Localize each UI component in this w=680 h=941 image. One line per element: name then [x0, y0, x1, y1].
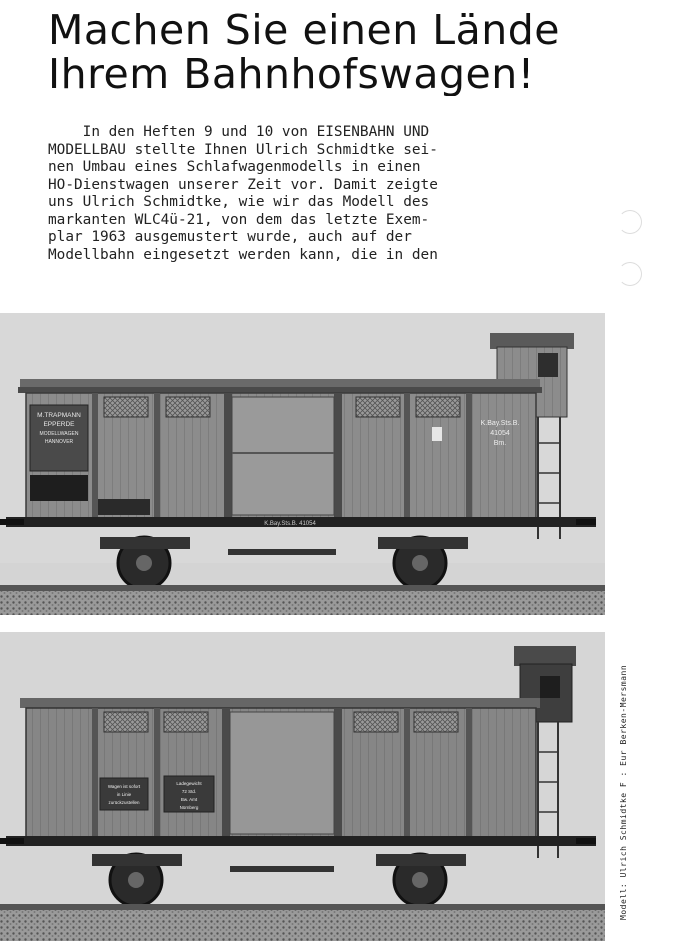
bleed-through-mark: [618, 262, 642, 286]
placard-text: K.Bay.Sts.B.: [480, 420, 520, 427]
headline-line-1: Machen Sie einen Lände: [48, 8, 560, 54]
underframe-label: K.Bay.Sts.B. 41054: [264, 521, 316, 527]
bleed-through-mark: [618, 210, 642, 234]
placard-text: Bm.: [493, 440, 507, 447]
placard-text: EPPERDE: [43, 421, 75, 428]
body-line: plar 1963 ausgemustert wurde, auch auf der: [48, 229, 412, 245]
headline-line-2: Ihrem Bahnhofswagen!: [48, 50, 535, 96]
placard-text: MODELLWAGEN: [39, 431, 79, 437]
body-line: MODELLBAU stellte Ihnen Ulrich Schmidtke sei-: [48, 141, 438, 158]
headline: [48, 8, 680, 96]
photo-credit: Modell: Ulrich Schmidtke F : Eur Berken-Mersmann: [619, 664, 628, 920]
placard-text: Wagen ist sofort: [107, 784, 141, 789]
photo-boxcar-side-2: [0, 632, 605, 941]
placard-text: zurückzustellen: [108, 800, 140, 805]
body-line: Modellbahn eingesetzt werden kann, die in den: [48, 246, 438, 263]
placard-text: in Linie: [116, 792, 132, 797]
placard-text: Nürnberg: [179, 805, 199, 810]
body-line: nen Umbau eines Schlafwagenmodells in einen: [48, 159, 421, 175]
placard-text: 72 Std.: [181, 789, 197, 794]
body-line: uns Ulrich Schmidtke, wie wir das Modell des: [48, 194, 430, 210]
placard-text: HANNOVER: [44, 439, 74, 445]
placard-text: Bw. Amt: [180, 797, 198, 802]
body-line: In den Heften 9 und 10 von EISENBAHN UND: [48, 124, 430, 140]
body-line: HO-Dienstwagen unserer Zeit vor. Damit zeigte: [48, 176, 438, 193]
placard-text: 41054: [490, 430, 510, 437]
placard-text: M.TRAPMANN: [37, 412, 81, 419]
body-line: markanten WLC4ü-21, von dem das letzte Exem-: [48, 211, 430, 228]
placard-text: Ladegewicht: [176, 781, 202, 786]
article-body: [48, 124, 608, 264]
photo-boxcar-side-1: [0, 313, 605, 615]
